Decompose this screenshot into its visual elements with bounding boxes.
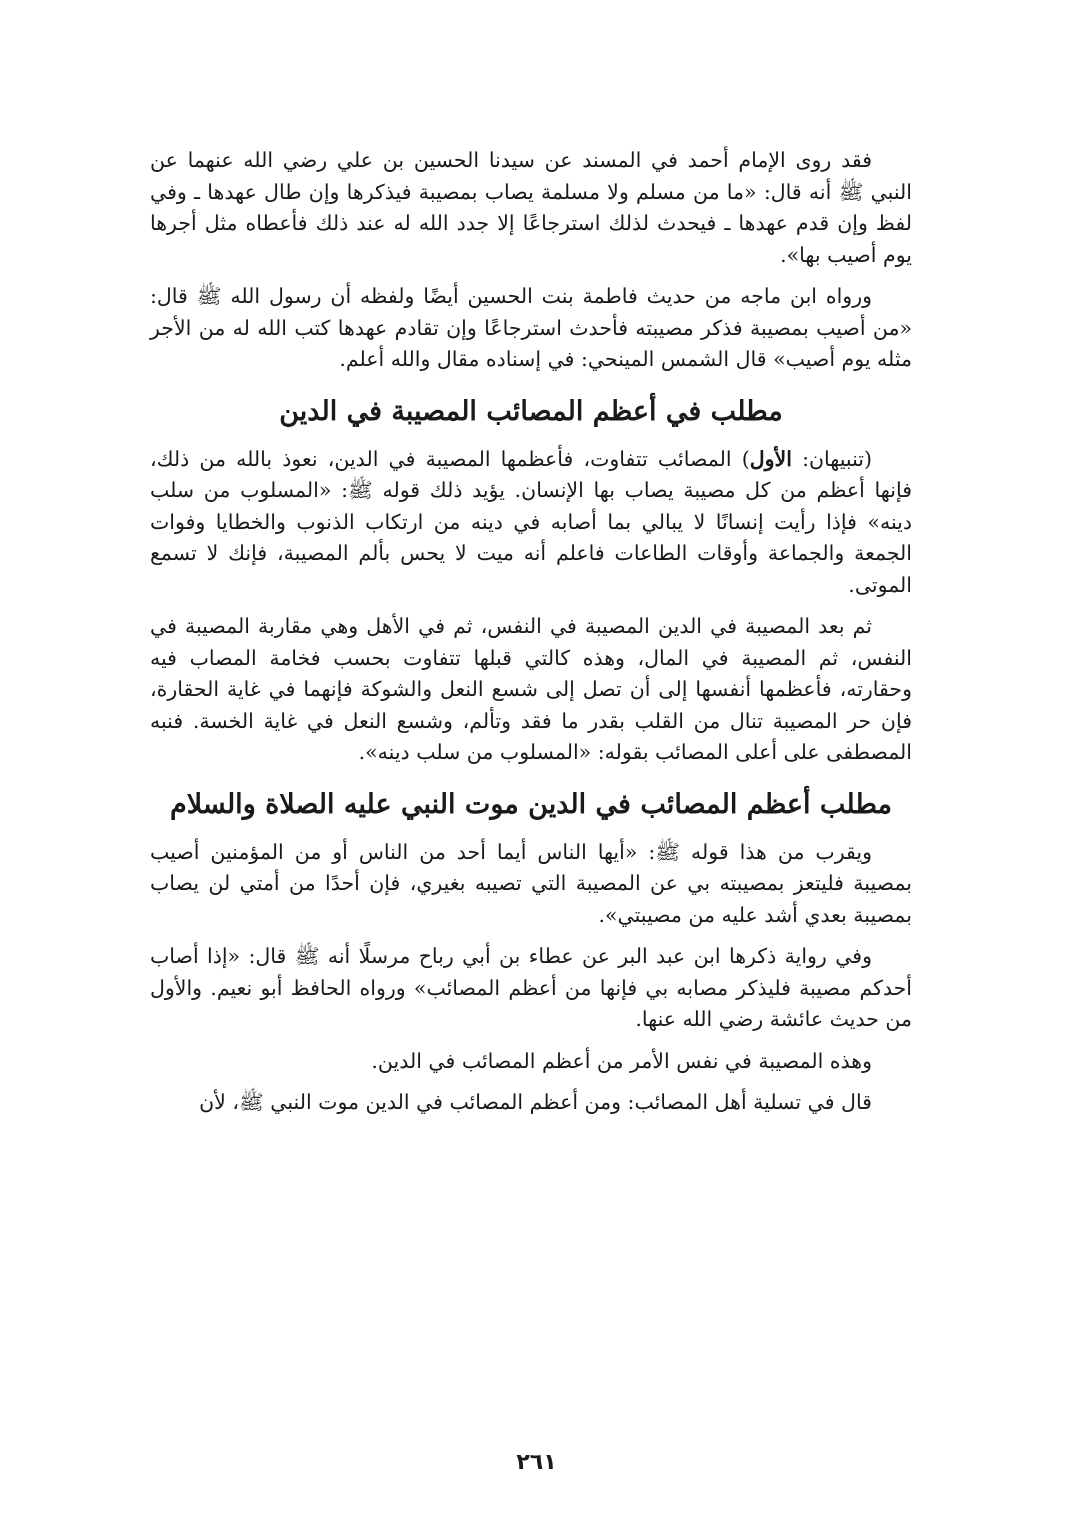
paragraph-ibn-abd-albarr: وفي رواية ذكرها ابن عبد البر عن عطاء بن أبي رباح مرسلًا أنه ﷺ قال: «إذا أصاب أحدكم مصيبة فليذكر مصابه بي فإنها من أعظم المصائب» ورواه الحافظ أبو نعيم. والأول من حديث عائشة رضي الله عنها. bbox=[150, 944, 912, 1031]
tanbeeh-open: (تنبيهان: bbox=[791, 446, 872, 471]
section-heading-greatest-calamity: مطلب في أعظم المصائب المصيبة في الدين bbox=[279, 395, 783, 427]
paragraph-musnad-hadith: فقد روى الإمام أحمد في المسند عن سيدنا الحسين بن علي رضي الله عنهما عن النبي ﷺ أنه قال: «ما من مسلم ولا مسلمة يصاب بمصيبة فيذكرها وإن طال عهدها ـ وفي لفظ وإن قدم عهدها ـ فيحدث لذلك استرجاعًا إلا جدد الله له عند ذلك فأعطاه مثل أجرها يوم أصيب بها». bbox=[150, 148, 912, 267]
tanbeeh-bold-first: الأول bbox=[749, 446, 792, 471]
paragraph-tasliya: قال في تسلية أهل المصائب: ومن أعظم المصائب في الدين موت النبي ﷺ، لأن bbox=[199, 1090, 872, 1114]
paragraph-greatest-in-religion: وهذه المصيبة في نفس الأمر من أعظم المصائب في الدين. bbox=[371, 1048, 872, 1073]
paragraph-calamity-order: ثم بعد المصيبة في الدين المصيبة في النفس، ثم في الأهل وهي مقاربة المصيبة في النفس، ثم المصيبة في المال، وهذه كالتي قبلها تتفاوت بحسب فخامة المصاب فيه وحقارته، فأعظمها أنفسها إلى أن تصل إلى شسع النعل والشوكة فإنهما في غاية الحقارة، فإن حر المصيبة تنال من القلب بقدر ما فقد وتألم، وشسع النعل في غاية الخسة. فنبه المصطفى على أعلى المصائب بقوله: «المسلوب من سلب دينه». bbox=[150, 614, 912, 764]
page-number: ٢٦١ bbox=[516, 1450, 557, 1475]
page-body bbox=[150, 145, 912, 1119]
paragraph-tanbeeh-first bbox=[150, 444, 912, 602]
tanbeeh-rest: ) المصائب تتفاوت، فأعظمها المصيبة في الدين، نعوذ بالله من ذلك، فإنها أعظم من كل مصيبة يصاب بها الإنسان. يؤيد ذلك قوله ﷺ: «المسلوب من سلب دينه» فإذا رأيت إنسانًا لا يبالي بما أصابه في دينه من ارتكاب الذنوب والخطايا وفوات الجمعة والجماعة وأوقات الطاعات فاعلم أنه ميت لا يحس بألم المصيبة، فإنك لا تسمع الموتى. bbox=[150, 446, 912, 597]
paragraph-ayyuha-annas: ويقرب من هذا قوله ﷺ: «أيها الناس أيما أحد من الناس أو من المؤمنين أصيب بمصيبة فليتعز بمصيبته بي عن المصيبة التي تصيبه بغيري، فإن أحدًا من أمتي لن يصاب بمصيبة بعدي أشد عليه من مصيبتي». bbox=[150, 839, 912, 927]
paragraph-ibn-majah-hadith: ورواه ابن ماجه من حديث فاطمة بنت الحسين أيضًا ولفظه أن رسول الله ﷺ قال: «من أصيب بمصيبة فذكر مصيبته فأحدث استرجاعًا وإن تقادم عهدها كتب الله له من الأجر مثله يوم أصيب» قال الشمس المينحي: في إسناده مقال والله أعلم. bbox=[150, 284, 912, 371]
section-heading-prophet-death: مطلب أعظم المصائب في الدين موت النبي عليه الصلاة والسلام bbox=[170, 788, 892, 820]
